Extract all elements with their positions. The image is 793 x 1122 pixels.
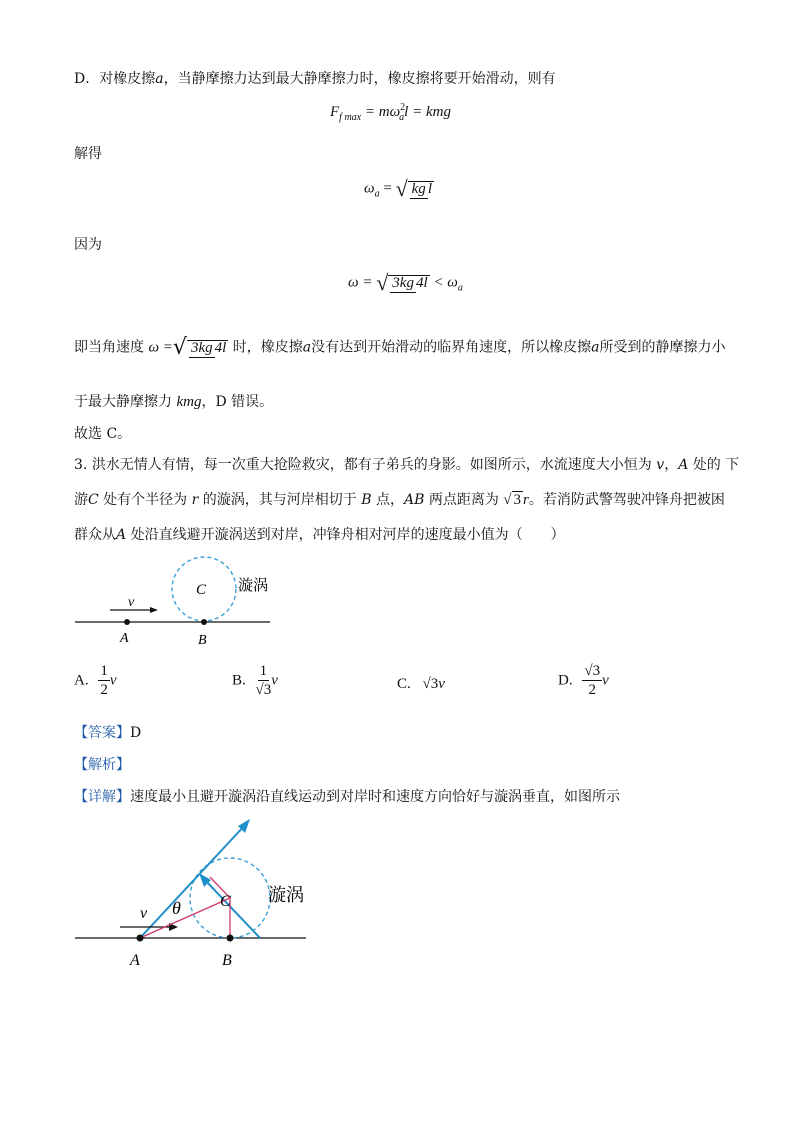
option-a[interactable]: A. $\frac{1}{2}$ v [74,663,117,698]
label-v: v [128,595,135,610]
equation-omega-compare: ω = √ 3kg $4l < \omega_a$ [348,270,463,295]
option-d-intro: D．对橡皮擦a，当静摩擦力达到最大静摩擦力时，橡皮擦将要开始滑动，则有 [74,71,556,87]
because-label: 因为 [74,237,102,253]
label-vortex: 漩涡 [268,885,304,906]
option-c[interactable]: C. √3v [397,676,445,692]
solve-label: 解得 [74,146,102,162]
question-line-1: 3. 洪水无情人有情，每一次重大抢险救灾，都有子弟兵的身影。如图所示，水流速度大小恒为 v，A 处的 下 [74,457,740,473]
line-ac [140,898,230,938]
velocity-arrowhead [150,607,158,613]
point-b [227,935,234,942]
vortex-figure-1 [70,552,280,652]
vortex-figure-2 [70,810,320,975]
label-a: A [130,952,140,969]
point-b [201,619,207,625]
label-c: C [196,582,207,598]
answer-line: 【答案】D [74,725,142,741]
label-b: B [198,633,207,648]
point-a [137,935,144,942]
option-d[interactable]: D. $\frac{√3}{2}$ v [558,663,609,698]
label-a: A [120,631,129,646]
question-line-3: 群众从A 处沿直线避开漩涡送到对岸，冲锋舟相对河岸的速度最小值为（ ） [74,527,565,543]
boat-velocity-line [204,879,260,938]
point-a [124,619,130,625]
equation-omega-a: $\omega_a$ = √ kg l [364,176,432,201]
conclusion: 故选 C。 [74,426,132,442]
analysis-label: 【解析】 [74,757,130,773]
equation-max-friction: $F_{f max} = m\omega^2_al$ = kmg [330,102,451,123]
question-line-2: 游C 处有个半径为 r 的漩涡，其与河岸相切于 B 点，AB 两点距离为 √ 3 r。若消防武警驾驶冲锋舟把被困 [74,492,725,508]
label-vortex: 漩涡 [238,576,269,594]
label-b: B [222,952,232,969]
label-theta: θ [172,898,181,918]
explanation-line-2: 于最大静摩擦力 kmg，D 错误。 [74,394,274,410]
explanation-line-1: 即当角速度 ω =√ 3kg 4l 时，橡皮擦a没有达到开始滑动的临界角速度，所以橡皮擦a所受到的静摩擦力小 [74,335,726,360]
label-c: C [220,893,231,910]
option-b[interactable]: B. $\frac{1}{√3}$ v [232,663,278,698]
detail-line: 【详解】速度最小且避开漩涡沿直线运动到对岸时和速度方向恰好与漩涡垂直，如图所示 [74,789,620,805]
label-v: v [140,905,148,922]
